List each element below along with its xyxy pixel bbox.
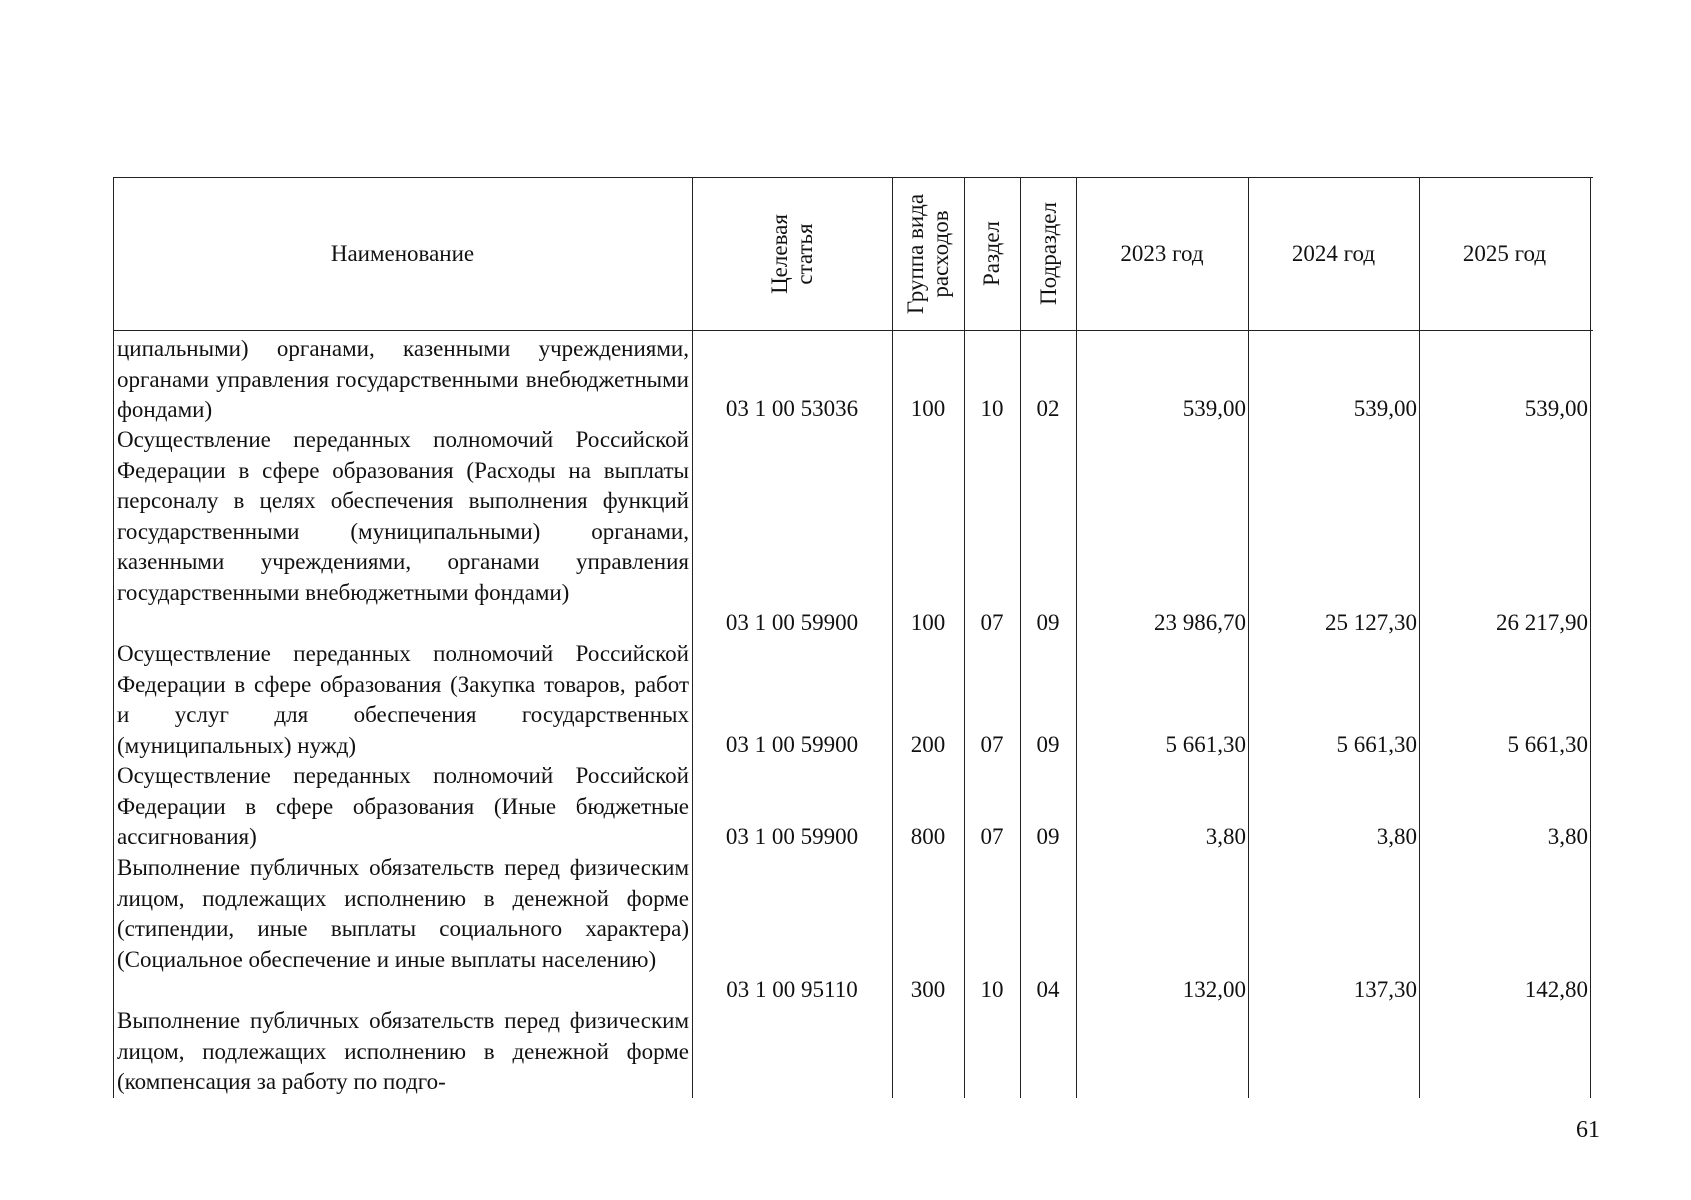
row-expense-group: 100 <box>910 610 946 635</box>
row-value-2023: 132,00 <box>1182 977 1246 1002</box>
row-subsection: 09 <box>1036 732 1060 757</box>
row-target-article: 03 1 00 59900 <box>725 824 859 849</box>
header-target-article: Целевая статья <box>766 213 817 294</box>
row-target-article: 03 1 00 53036 <box>725 396 859 421</box>
header-section: Раздел <box>979 220 1005 287</box>
row-value-2025: 26 217,90 <box>1496 610 1588 635</box>
row-value-2025: 3,80 <box>1547 824 1588 849</box>
budget-table <box>113 177 1593 1098</box>
row-subsection: 02 <box>1036 396 1060 421</box>
row-expense-group: 300 <box>910 977 946 1002</box>
row-name: Осуществление переданных полномочий Российской Федерации в сфере образования (Иные бюджетные ассигнования) <box>117 763 689 849</box>
header-2023: 2023 год <box>1120 240 1204 266</box>
row-value-2023: 23 986,70 <box>1154 610 1246 635</box>
row-expense-group: 100 <box>910 396 946 421</box>
column-border <box>1590 177 1591 1098</box>
row-target-article: 03 1 00 59900 <box>725 610 859 635</box>
row-section: 07 <box>980 824 1004 849</box>
header-2025: 2025 год <box>1462 240 1547 266</box>
row-value-2025: 5 661,30 <box>1507 732 1588 757</box>
row-value-2024: 3,80 <box>1376 824 1417 849</box>
row-value-2024: 25 127,30 <box>1325 610 1417 635</box>
row-name: ципальными) органами, казенными учреждениями, органами управления государственными внебюджетными фондами) <box>117 336 689 422</box>
row-section: 07 <box>980 610 1004 635</box>
header-2024: 2024 год <box>1291 240 1376 266</box>
row-value-2025: 142,80 <box>1524 977 1588 1002</box>
row-section: 10 <box>980 396 1004 421</box>
header-name: Наименование <box>330 240 475 266</box>
row-target-article: 03 1 00 95110 <box>726 977 858 1002</box>
row-value-2025: 539,00 <box>1524 396 1588 421</box>
row-expense-group: 200 <box>910 732 946 757</box>
row-name: Выполнение публичных обязательств перед физическим лицом, подлежащих исполнению в денежной форме (стипендии, иные выплаты социального характера) (Социальное обеспечение и иные выплаты населению) <box>117 855 689 972</box>
page-number: 61 <box>1576 1117 1600 1143</box>
row-subsection: 04 <box>1036 977 1060 1002</box>
row-subsection: 09 <box>1036 610 1060 635</box>
row-value-2023: 5 661,30 <box>1165 732 1246 757</box>
row-subsection: 09 <box>1036 824 1060 849</box>
row-name: Осуществление переданных полномочий Российской Федерации в сфере образования (Закупка товаров, работ и услуг для обеспечения государственных (муниципальных) нужд) <box>117 641 689 758</box>
row-value-2024: 539,00 <box>1353 396 1417 421</box>
row-section: 07 <box>980 732 1004 757</box>
row-value-2023: 3,80 <box>1205 824 1246 849</box>
row-value-2024: 137,30 <box>1353 977 1417 1002</box>
header-bottom-border <box>113 330 1593 331</box>
row-section: 10 <box>980 977 1004 1002</box>
row-value-2023: 539,00 <box>1182 396 1246 421</box>
row-name: Выполнение публичных обязательств перед физическим лицом, подлежащих исполнению в денежной форме (компенсация за работу по подго- <box>117 1008 689 1094</box>
header-subsection: Подраздел <box>1035 202 1061 305</box>
row-expense-group: 800 <box>910 824 946 849</box>
row-target-article: 03 1 00 59900 <box>725 732 859 757</box>
header-expense-group: Группа вида расходов <box>903 193 954 314</box>
row-value-2024: 5 661,30 <box>1336 732 1417 757</box>
row-name: Осуществление переданных полномочий Российской Федерации в сфере образования (Расходы на выплаты персоналу в целях обеспечения выполнения функций государственными (муниципальными) органами, казенными учреждениями, органами управления государственными внебюджетными фондами) <box>117 427 689 605</box>
